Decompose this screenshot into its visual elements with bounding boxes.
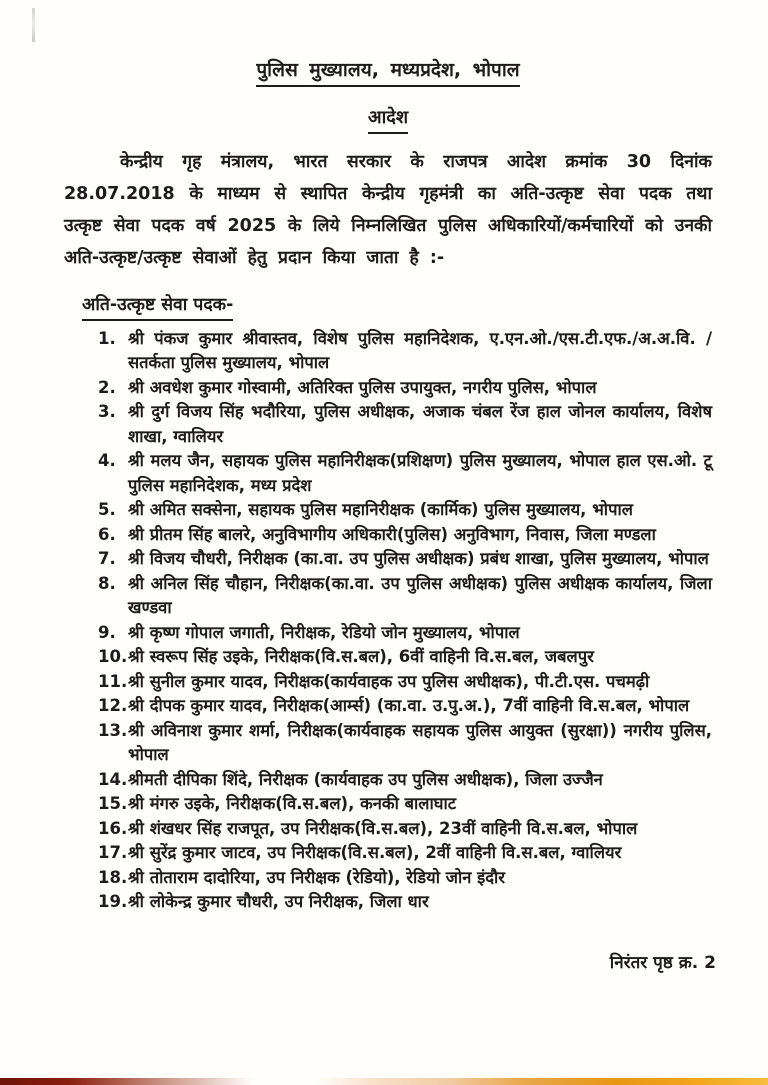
list-item-text: श्री कृष्ण गोपाल जगाती, निरीक्षक, रेडियो जोन मुख्यालय, भोपाल xyxy=(128,622,520,642)
list-item xyxy=(98,719,712,768)
list-item-number: 19. xyxy=(98,892,128,911)
list-item-text: श्री मंगरु उइके, निरीक्षक(वि.स.बल), कनकी बालाघाट xyxy=(128,794,457,813)
list-item-number: 1. xyxy=(98,328,116,348)
list-item xyxy=(98,645,712,670)
order-paragraph: केन्द्रीय गृह मंत्रालय, भारत सरकार के राजपत्र आदेश क्रमांक 30 दिनांक 28.07.2018 के माध्यम से स्थापित केन्द्रीय गृहमंत्री का अति-उत्कृष्ट सेवा पदक तथा उत्कृष्ट सेवा पदक वर्ष 2025 के लिये निम्नलिखित पुलिस अधिकारियों/कर्मचारियों को उनकी अति-उत्कृष्ट/उत्कृष्ट सेवाओं हेतु प्रदान किया जाता है :- xyxy=(64,152,712,268)
list-item xyxy=(98,621,712,646)
list-item-text: श्री तोताराम दादोरिया, उप निरीक्षक (रेडियो), रेडियो जोन इंदौर xyxy=(128,867,506,887)
list-item-text: श्रीमती दीपिका शिंदे, निरीक्षक (कार्यवाहक उप पुलिस अधीक्षक), जिला उज्जैन xyxy=(128,769,603,789)
list-item-text: श्री दीपक कुमार यादव, निरीक्षक(आर्म्स) (का.वा. उ.पु.अ.), 7वीं वाहिनी वि.स.बल, भोपाल xyxy=(128,696,690,715)
list-item xyxy=(98,841,712,866)
list-item xyxy=(98,547,712,572)
list-item-text: श्री अमित सक्सेना, सहायक पुलिस महानिरीक्षक (कार्मिक) पुलिस मुख्यालय, भोपाल xyxy=(128,500,633,519)
section-heading-text: अति-उत्कृष्ट सेवा पदक- xyxy=(82,292,233,321)
list-item xyxy=(98,890,712,915)
list-item-number: 4. xyxy=(98,451,116,470)
list-item xyxy=(98,327,712,376)
document-subtitle-text: आदेश xyxy=(368,105,408,134)
list-item-number: 2. xyxy=(98,377,116,397)
list-item-number: 6. xyxy=(98,524,116,544)
document-title-text: पुलिस मुख्यालय, मध्यप्रदेश, भोपाल xyxy=(256,56,519,87)
medal-list xyxy=(64,327,712,915)
list-item-text: श्री सुनील कुमार यादव, निरीक्षक(कार्यवाहक उप पुलिस अधीक्षक), पी.टी.एस. पचमढ़ी xyxy=(128,671,650,691)
list-item-number: 17. xyxy=(98,843,128,862)
list-item xyxy=(98,449,712,498)
list-item-text: श्री विजय चौधरी, निरीक्षक (का.वा. उप पुलिस अधीक्षक) प्रबंध शाखा, पुलिस मुख्यालय, भोपाल xyxy=(128,549,709,568)
document-title xyxy=(64,56,712,87)
list-item-number: 9. xyxy=(98,622,116,642)
list-item-number: 14. xyxy=(98,769,128,789)
list-item xyxy=(98,768,712,793)
list-item-text: श्री अविनाश कुमार शर्मा, निरीक्षक(कार्यवाहक सहायक पुलिस आयुक्त (सुरक्षा)) नगरीय पुलिस, भोपाल xyxy=(128,720,712,764)
list-item-text: श्री मलय जैन, सहायक पुलिस महानिरीक्षक(प्रशिक्षण) पुलिस मुख्यालय, भोपाल हाल एस.ओ. टू पुलिस महानिदेशक, मध्य प्रदेश xyxy=(128,451,712,495)
list-item-text: श्री अवधेश कुमार गोस्वामी, अतिरिक्त पुलिस उपायुक्त, नगरीय पुलिस, भोपाल xyxy=(128,377,597,397)
list-item xyxy=(98,670,712,695)
list-item-text: श्री पंकज कुमार श्रीवास्तव, विशेष पुलिस महानिदेशक, ए.एन.ओ./एस.टी.एफ./अ.अ.वि. /सतर्कता पुलिस मुख्यालय, भोपाल xyxy=(128,328,712,372)
list-item-text: श्री दुर्ग विजय सिंह भदौरिया, पुलिस अधीक्षक, अजाक चंबल रेंज हाल जोनल कार्यालय, विशेष शाखा, ग्वालियर xyxy=(128,402,712,446)
list-item-text: श्री स्वरूप सिंह उइके, निरीक्षक(वि.स.बल), 6वीं वाहिनी वि.स.बल, जबलपुर xyxy=(128,647,594,666)
list-item xyxy=(98,694,712,719)
list-item-number: 18. xyxy=(98,867,128,887)
document-subtitle xyxy=(64,105,712,134)
list-item-text: श्री शंखधर सिंह राजपूत, उप निरीक्षक(वि.स.बल), 23वीं वाहिनी वि.स.बल, भोपाल xyxy=(128,818,638,838)
continuation-note: निरंतर पृष्ठ क्र. 2 xyxy=(609,953,716,973)
list-item-number: 13. xyxy=(98,720,128,740)
list-item-number: 8. xyxy=(98,573,116,593)
list-item-number: 11. xyxy=(98,671,128,691)
list-item-number: 5. xyxy=(98,500,116,519)
list-item-text: श्री सुरेंद्र कुमार जाटव, उप निरीक्षक(वि.स.बल), 2वीं वाहिनी वि.स.बल, ग्वालियर xyxy=(128,843,622,862)
list-item xyxy=(98,817,712,842)
list-item xyxy=(98,498,712,523)
list-item xyxy=(98,376,712,401)
section-heading xyxy=(82,292,712,321)
scan-edge-strip xyxy=(0,1078,768,1085)
list-item xyxy=(98,523,712,548)
staple-mark xyxy=(32,8,35,42)
list-item-number: 3. xyxy=(98,402,116,421)
list-item xyxy=(98,792,712,817)
list-item-number: 12. xyxy=(98,696,128,715)
list-item xyxy=(98,572,712,621)
list-item-number: 16. xyxy=(98,818,128,838)
list-item-text: श्री अनिल सिंह चौहान, निरीक्षक(का.वा. उप पुलिस अधीक्षक) पुलिस अधीक्षक कार्यालय, जिला खण्डवा xyxy=(128,573,712,617)
list-item xyxy=(98,400,712,449)
list-item-number: 15. xyxy=(98,794,128,813)
list-item xyxy=(98,866,712,891)
list-item-number: 7. xyxy=(98,549,116,568)
list-item-text: श्री प्रीतम सिंह बालरे, अनुविभागीय अधिकारी(पुलिस) अनुविभाग, निवास, जिला मण्डला xyxy=(128,524,656,544)
list-item-number: 10. xyxy=(98,647,128,666)
list-item-text: श्री लोकेन्द्र कुमार चौधरी, उप निरीक्षक, जिला धार xyxy=(128,892,429,911)
